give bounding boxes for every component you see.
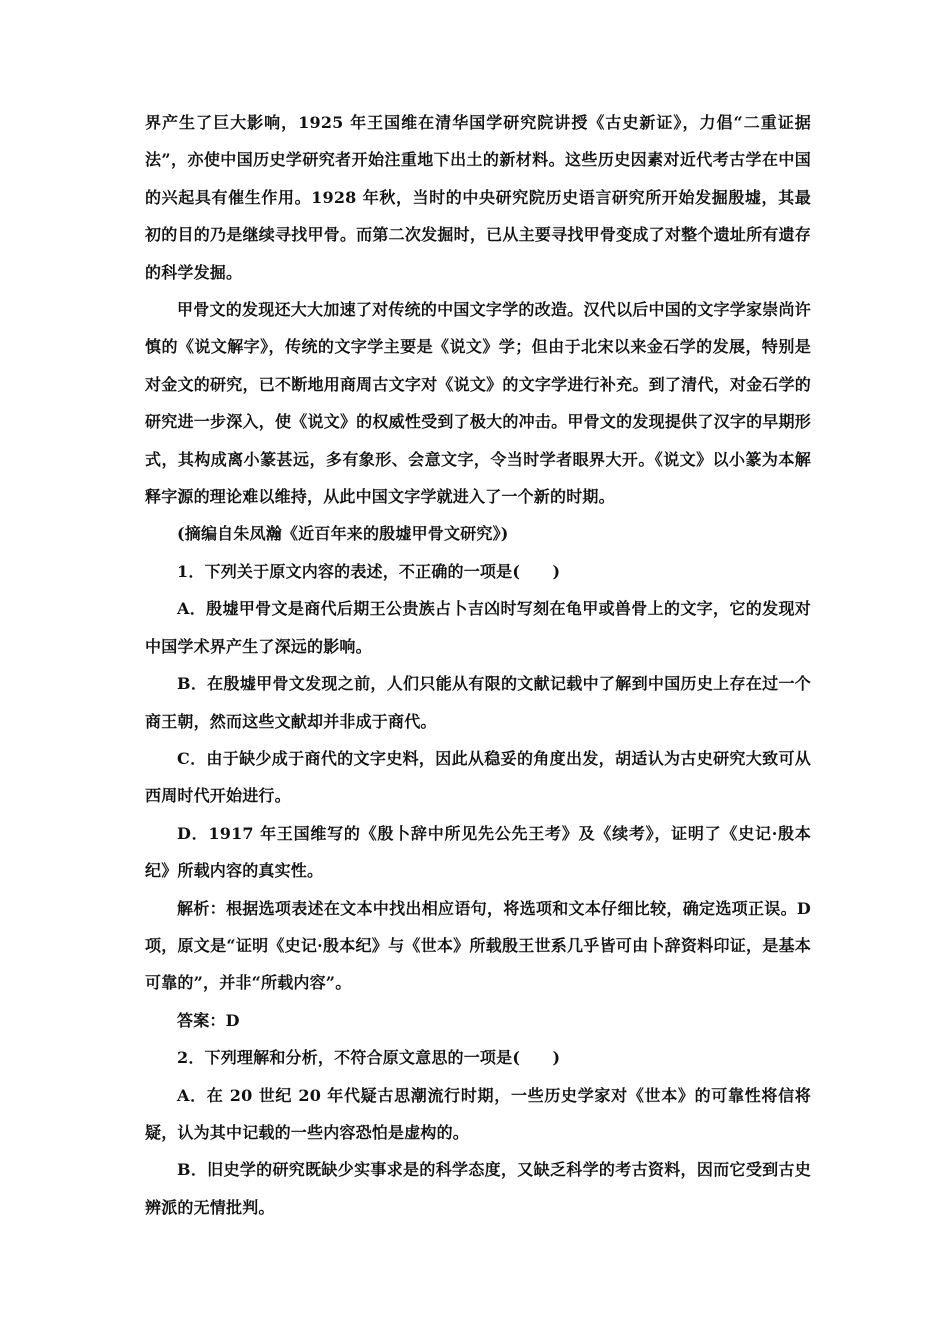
paragraph-archaeology-origins: 界产生了巨大影响，1925 年王国维在清华国学研究院讲授《古史新证》，力倡“二重证据法”，亦使中国历史学研究者开始注重地下出土的新材料。这些历史因素对近代考古学在中国的兴起具有催生作用。1928 年秋，当时的中央研究院历史语言研究所开始发掘殷墟，其最初的目的乃是继续寻找甲骨。而第二次发掘时，已从主要寻找甲骨变成了对整个遗址所有遗存的科学发掘。 xyxy=(145,113,811,282)
question-1-option-c: C．由于缺少成于商代的文字史料，因此从稳妥的角度出发，胡适认为古史研究大致可从西周时代开始进行。 xyxy=(145,748,811,806)
paragraph-oracle-bone-script-impact: 甲骨文的发现还大大加速了对传统的中国文字学的改造。汉代以后中国的文字学家崇尚许慎的《说文解字》，传统的文字学主要是《说文》学；但由于北宋以来金石学的发展，特别是对金文的研究，已不断地用商周古文字对《说文》的文字学进行补充。到了清代，对金石学的研究进一步深入，使《说文》的权威性受到了极大的冲击。甲骨文的发现提供了汉字的早期形式，其构成离小篆甚远，多有象形、会意文字，令当时学者眼界大开。《说文》以小篆为本解释字源的理论难以维持，从此中国文字学就进入了一个新的时期。 xyxy=(145,300,811,507)
source-citation: (摘编自朱凤瀚《近百年来的殷墟甲骨文研究》) xyxy=(177,524,509,544)
question-1-analysis: 解析：根据选项表述在文本中找出相应语句，将选项和文本仔细比较，确定选项正误。D 项，原文是“证明《史记·殷本纪》与《世本》所载殷王世系几乎皆可由卜辞资料印证，是基本可靠的”，并非“所载内容”。 xyxy=(145,898,811,993)
question-1-option-b: B．在殷墟甲骨文发现之前，人们只能从有限的文献记载中了解到中国历史上存在过一个商王朝，然而这些文献却并非成于商代。 xyxy=(145,674,811,731)
question-2-option-a: A．在 20 世纪 20 年代疑古思潮流行时期，一些历史学家对《世本》的可靠性将信将疑，认为其中记载的一些内容恐怕是虚构的。 xyxy=(145,1085,811,1142)
question-1-option-d: D．1917 年王国维写的《殷卜辞中所见先公先王考》及《续考》，证明了《史记·殷本纪》所载内容的真实性。 xyxy=(145,823,811,881)
question-2-stem: 2．下列理解和分析，不符合原文意思的一项是( ) xyxy=(177,1048,561,1068)
question-2-option-b: B．旧史学的研究既缺少实事求是的科学态度，又缺乏科学的考古资料，因而它受到古史辨派的无情批判。 xyxy=(145,1160,811,1217)
document-page xyxy=(145,104,811,1226)
question-1-option-a: A．殷墟甲骨文是商代后期王公贵族占卜吉凶时写刻在龟甲或兽骨上的文字，它的发现对中国学术界产生了深远的影响。 xyxy=(145,599,811,656)
question-1-answer: 答案：D xyxy=(177,1010,240,1030)
question-1-stem: 1．下列关于原文内容的表述，不正确的一项是( ) xyxy=(177,561,561,581)
